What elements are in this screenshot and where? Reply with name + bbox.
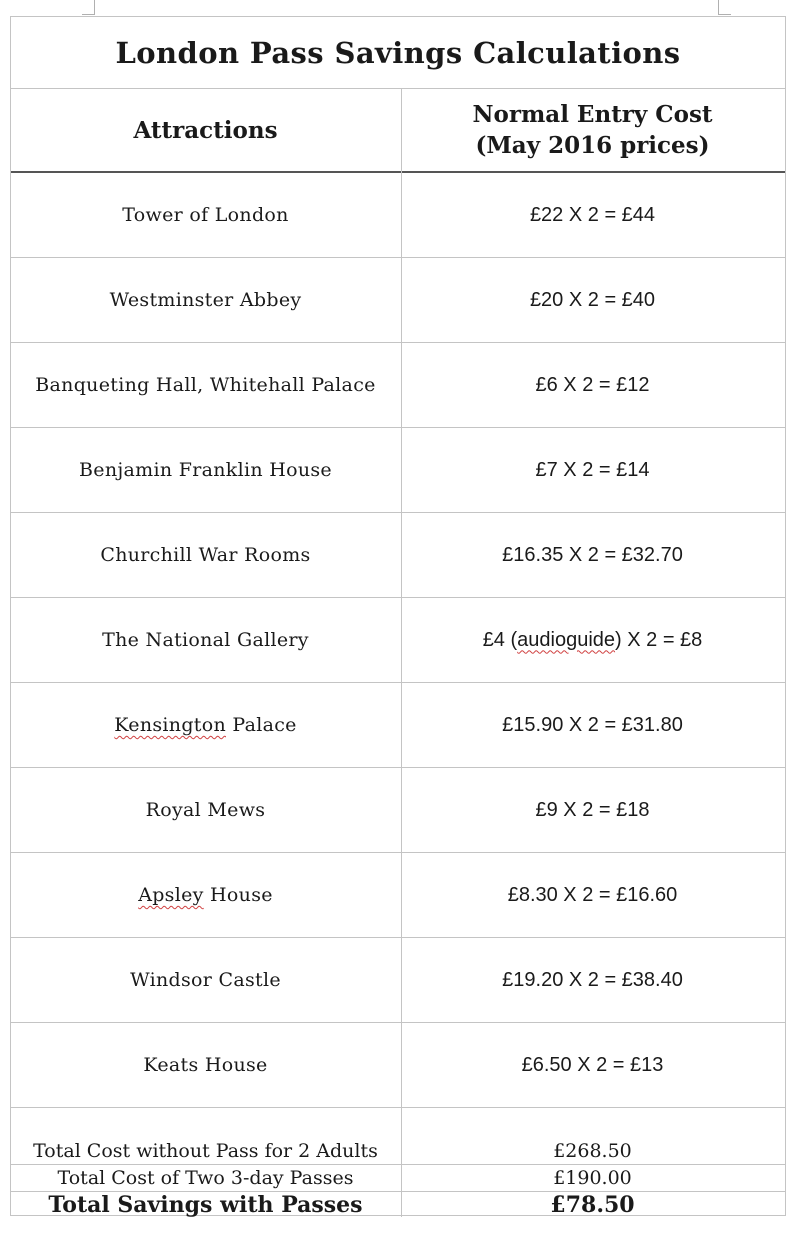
entry-cost: £15.90 X 2 = £31.80: [502, 713, 683, 736]
attraction-name: [11, 853, 400, 937]
total-value: £190.00: [553, 1167, 632, 1189]
table-row: [11, 258, 785, 343]
total-row-savings: [11, 1192, 785, 1217]
table-row: [11, 938, 785, 1023]
header-cost-line1: Normal Entry Cost: [472, 101, 713, 128]
total-value: £268.50: [553, 1140, 632, 1162]
total-savings-label: Total Savings with Passes: [48, 1191, 363, 1218]
attraction-name: Keats House: [143, 1054, 268, 1076]
attraction-name: Westminster Abbey: [109, 289, 302, 311]
attraction-name: Churchill War Rooms: [100, 544, 311, 566]
table-header-row: [11, 89, 785, 173]
attraction-name: [11, 683, 400, 767]
table-title: London Pass Savings Calculations: [11, 17, 785, 89]
spellcheck-marked-word: Apsley: [138, 884, 204, 906]
attraction-name-rest: House: [203, 884, 273, 906]
entry-cost: £22 X 2 = £44: [529, 203, 656, 226]
attraction-name: Banqueting Hall, Whitehall Palace: [35, 374, 376, 396]
attraction-name: Windsor Castle: [130, 969, 281, 991]
spellcheck-marked-word: audioguide: [517, 628, 616, 651]
total-row-without-pass: [11, 1138, 785, 1164]
entry-cost-suffix: ) X 2 = £8: [615, 628, 703, 651]
totals-section: [11, 1108, 785, 1217]
entry-cost: £6 X 2 = £12: [535, 373, 650, 396]
spellcheck-marked-word: Kensington: [114, 714, 226, 736]
header-normal-entry-cost: [400, 89, 785, 171]
entry-cost-prefix: £4 (: [482, 628, 518, 651]
attraction-name: Benjamin Franklin House: [79, 459, 332, 481]
header-attractions: Attractions: [133, 116, 278, 144]
entry-cost: £8.30 X 2 = £16.60: [507, 883, 678, 906]
entry-cost: £19.20 X 2 = £38.40: [502, 968, 683, 991]
table-row: [11, 173, 785, 258]
entry-cost: [400, 598, 785, 682]
table-row: [11, 683, 785, 768]
entry-cost: £6.50 X 2 = £13: [521, 1053, 664, 1076]
column-divider: [401, 89, 402, 1217]
total-savings-value: £78.50: [550, 1191, 635, 1218]
attraction-name: The National Gallery: [102, 629, 309, 651]
total-label: Total Cost without Pass for 2 Adults: [33, 1140, 378, 1162]
entry-cost: £9 X 2 = £18: [535, 798, 650, 821]
page-corner-mark-right: [718, 0, 731, 15]
total-row-passes: [11, 1164, 785, 1192]
attraction-name: Tower of London: [122, 204, 289, 226]
table-row: [11, 768, 785, 853]
entry-cost: £16.35 X 2 = £32.70: [502, 543, 683, 566]
table-row: [11, 598, 785, 683]
entry-cost: £20 X 2 = £40: [529, 288, 656, 311]
table-row: [11, 513, 785, 598]
page-corner-mark-left: [82, 0, 95, 15]
table-row: [11, 343, 785, 428]
entry-cost: £7 X 2 = £14: [535, 458, 650, 481]
savings-table: [10, 16, 786, 1216]
table-row: [11, 1023, 785, 1108]
total-label: Total Cost of Two 3-day Passes: [57, 1167, 354, 1189]
header-cost-line2: (May 2016 prices): [475, 132, 710, 159]
attraction-rows: [11, 173, 785, 1108]
table-row: [11, 853, 785, 938]
table-row: [11, 428, 785, 513]
attraction-name: Royal Mews: [145, 799, 266, 821]
attraction-name-rest: Palace: [226, 714, 297, 736]
